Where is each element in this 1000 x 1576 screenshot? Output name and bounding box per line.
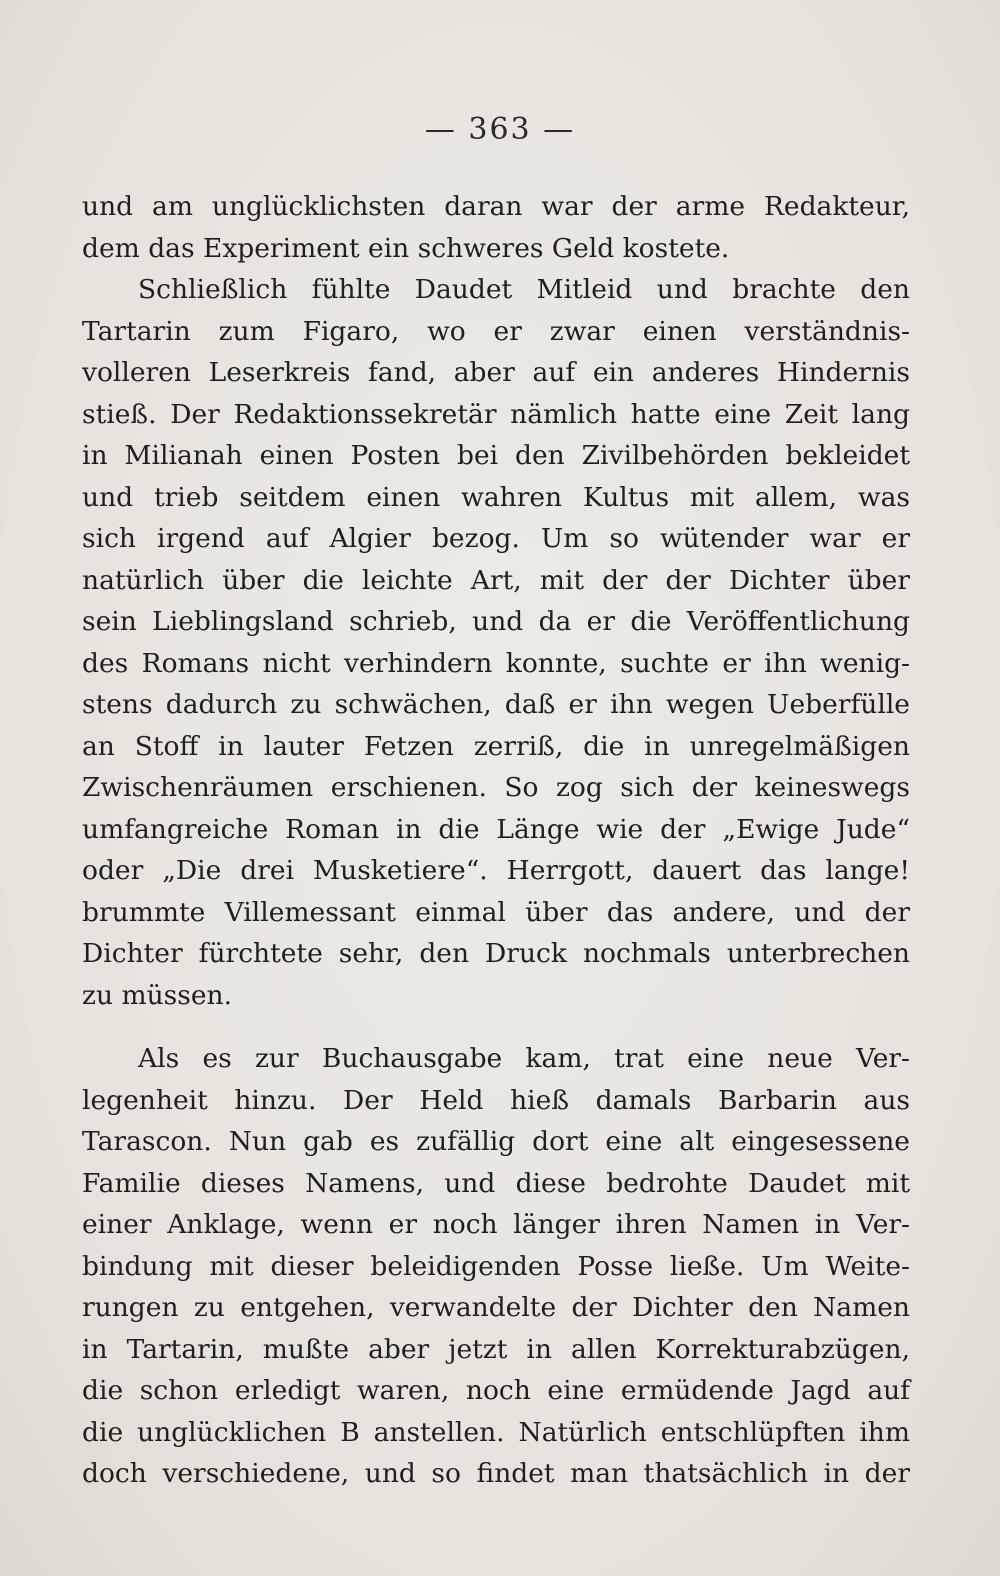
text-line: bindung mit dieser beleidigenden Posse ließe. Um Weite- — [82, 1250, 910, 1282]
text-line: sein Lieblingsland schrieb, und da er die Veröffentlichung — [82, 606, 910, 637]
text-line: doch verschiedene, und so findet man thatsächlich in der — [82, 1458, 910, 1489]
text-line: und am unglücklichsten daran war der arme Redakteur, — [82, 191, 910, 222]
text-line: Als es zur Buchausgabe kam, trat eine neue Ver- — [138, 1043, 910, 1074]
paragraph — [82, 269, 910, 1016]
text-line: legenheit hinzu. Der Held hieß damals Barbarin aus — [82, 1084, 910, 1116]
text-line: volleren Leserkreis fand, aber auf ein anderes Hindernis — [82, 357, 910, 388]
paragraph — [82, 1038, 910, 1495]
text-line: an Stoff in lauter Fetzen zerriß, die in unregelmäßigen — [82, 730, 910, 762]
text-line: natürlich über die leichte Art, mit der der Dichter über — [82, 564, 910, 596]
text-line: Tartarin zum Figaro, wo er zwar einen verständnis- — [82, 315, 910, 347]
text-line: Dichter fürchtete sehr, den Druck nochmals unterbrechen — [82, 938, 910, 969]
page-number: — 363 — — [424, 112, 576, 147]
paragraph-gap — [82, 1016, 910, 1038]
text-line: stens dadurch zu schwächen, daß er ihn wegen Ueberfülle — [82, 689, 910, 720]
text-line: des Romans nicht verhindern konnte, suchte er ihn wenig- — [82, 647, 910, 679]
text-line: dem das Experiment ein schweres Geld kostete. — [82, 232, 730, 264]
text-line: stieß. Der Redaktionssekretär nämlich hatte eine Zeit lang — [82, 398, 910, 430]
text-line: brummte Villemessant einmal über das andere, und der — [82, 896, 910, 928]
paragraph — [82, 186, 910, 269]
text-line: und trieb seitdem einen wahren Kultus mit allem, was — [82, 481, 910, 513]
text-line: umfangreiche Roman in die Länge wie der „Ewige Jude“ — [82, 813, 910, 845]
text-line: die schon erledigt waren, noch eine ermüdende Jagd auf — [82, 1375, 910, 1406]
text-line: in Tartarin, mußte aber jetzt in allen Korrekturabzügen, — [82, 1333, 910, 1365]
text-line: Zwischenräumen erschienen. So zog sich der keineswegs — [82, 772, 910, 803]
text-line: Familie dieses Namens, und diese bedrohte Daudet mit — [82, 1167, 910, 1199]
text-line: oder „Die drei Musketiere“. Herrgott, dauert das lange! — [82, 855, 910, 886]
text-line: die unglücklichen B anstellen. Natürlich entschlüpften ihm — [82, 1416, 910, 1448]
text-line: zu müssen. — [82, 979, 233, 1011]
text-line: sich irgend auf Algier bezog. Um so wütender war er — [82, 523, 910, 554]
text-line: Schließlich fühlte Daudet Mitleid und brachte den — [138, 274, 910, 305]
body-text — [82, 186, 910, 1495]
text-line: Tarascon. Nun gab es zufällig dort eine alt eingesessene — [82, 1126, 910, 1157]
text-line: rungen zu entgehen, verwandelte der Dichter den Namen — [82, 1292, 910, 1323]
text-line: in Milianah einen Posten bei den Zivilbehörden bekleidet — [82, 440, 910, 471]
text-line: einer Anklage, wenn er noch länger ihren Namen in Ver- — [82, 1209, 910, 1240]
